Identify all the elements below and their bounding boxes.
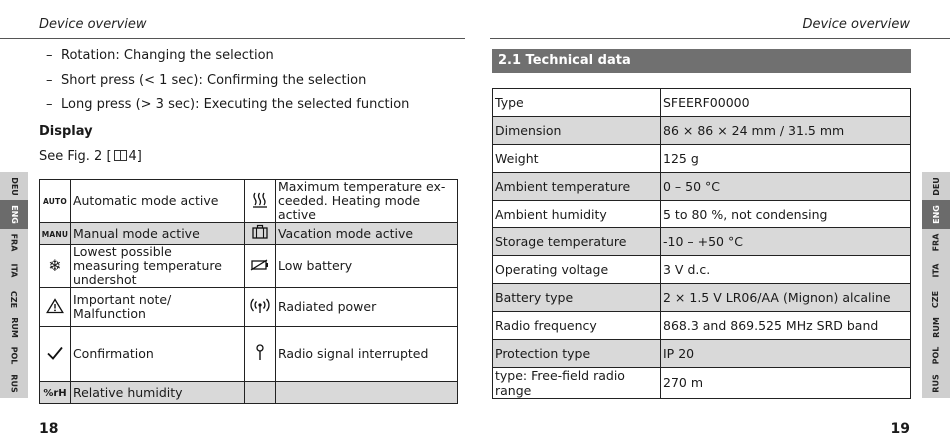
language-tabs-right <box>922 172 950 398</box>
spec-value: -10 – +50 °C <box>661 228 911 256</box>
table-row <box>40 245 458 288</box>
book-icon <box>114 150 127 161</box>
table-cell: Automatic mode active <box>70 180 244 223</box>
language-tabs-left <box>0 172 28 398</box>
check-icon <box>40 327 71 382</box>
table-cell: Relative humidity <box>70 382 244 404</box>
humidity-icon: %rH <box>40 382 71 404</box>
spec-key: Protection type <box>493 340 661 368</box>
language-tab-ita[interactable]: ITA <box>9 263 19 278</box>
language-tab-cze[interactable]: CZE <box>931 290 941 308</box>
spec-value: 2 × 1.5 V LR06/AA (Mignon) alcaline <box>661 284 911 312</box>
language-tab-rum[interactable]: RUM <box>931 317 941 338</box>
table-cell: Confirmation <box>70 327 244 382</box>
header-rule-right <box>490 38 950 39</box>
table-row <box>493 340 911 368</box>
list-item: – Short press (< 1 sec): Confirming the selection <box>46 72 367 88</box>
spec-key: Battery type <box>493 284 661 312</box>
spec-key: Type <box>493 89 661 117</box>
language-tab-deu[interactable]: DEU <box>931 176 941 196</box>
spec-key: type: Free-field radio range <box>493 367 661 398</box>
spec-value: 125 g <box>661 144 911 172</box>
language-tab-eng[interactable]: ENG <box>0 200 28 228</box>
table-row <box>40 327 458 382</box>
list-item: – Rotation: Changing the selection <box>46 48 274 63</box>
radiated-power-icon <box>245 288 276 327</box>
page-number-left: 18 <box>39 421 59 437</box>
table-row <box>40 223 458 245</box>
spec-value: SFEERF00000 <box>661 89 911 117</box>
table-row <box>40 180 458 223</box>
table-row <box>493 116 911 144</box>
header-left: Device overview <box>39 17 147 32</box>
technical-data-table <box>492 88 911 399</box>
header-rule-left <box>0 38 465 39</box>
technical-data-heading: 2.1 Technical data <box>492 49 911 73</box>
table-cell: Maximum temperature ex- ceeded. Heating mode active <box>275 180 457 223</box>
spec-value: 3 V d.c. <box>661 256 911 284</box>
snowflake-icon: ❄ <box>40 245 71 288</box>
table-cell: Radiated power <box>275 288 457 327</box>
header-right: Device overview <box>802 17 910 32</box>
table-row <box>493 256 911 284</box>
heat-wave-icon <box>245 180 276 223</box>
table-row <box>493 144 911 172</box>
table-row <box>493 200 911 228</box>
spec-key: Radio frequency <box>493 312 661 340</box>
table-row <box>493 284 911 312</box>
table-cell: Manual mode active <box>70 223 244 245</box>
spec-value: 868.3 and 869.525 MHz SRD band <box>661 312 911 340</box>
display-symbols-table <box>39 179 458 404</box>
language-tab-pol[interactable]: POL <box>9 346 19 365</box>
table-cell: Radio signal interrupted <box>275 327 457 382</box>
control-bullet-list <box>46 46 409 120</box>
spec-value: 86 × 86 × 24 mm / 31.5 mm <box>661 116 911 144</box>
spec-key: Operating voltage <box>493 256 661 284</box>
language-tab-fra[interactable]: FRA <box>931 233 941 252</box>
language-tab-rus[interactable]: RUS <box>931 374 941 394</box>
language-tab-pol[interactable]: POL <box>931 346 941 365</box>
suitcase-icon <box>245 223 276 245</box>
spec-value: 5 to 80 %, not condensing <box>661 200 911 228</box>
language-tab-cze[interactable]: CZE <box>9 290 19 308</box>
empty-cell <box>275 382 457 404</box>
language-tab-eng[interactable]: ENG <box>922 200 950 228</box>
spec-key: Storage temperature <box>493 228 661 256</box>
spec-key: Dimension <box>493 116 661 144</box>
language-tab-rum[interactable]: RUM <box>9 317 19 338</box>
warning-icon <box>40 288 71 327</box>
table-row <box>40 288 458 327</box>
auto-mode-icon: AUTO <box>40 180 71 223</box>
language-tab-fra[interactable]: FRA <box>9 233 19 252</box>
table-row <box>493 228 911 256</box>
table-cell: Lowest possible measuring temperature undershot <box>70 245 244 288</box>
display-heading: Display <box>39 124 93 139</box>
language-tab-rus[interactable]: RUS <box>9 374 19 394</box>
manual-mode-icon: MANU <box>40 223 71 245</box>
table-row <box>493 312 911 340</box>
battery-low-icon <box>245 245 276 288</box>
table-row <box>493 89 911 117</box>
spec-value: 270 m <box>661 367 911 398</box>
list-item: – Long press (> 3 sec): Executing the selected function <box>46 97 410 113</box>
spec-key: Ambient humidity <box>493 200 661 228</box>
table-cell: Important note/ Malfunction <box>70 288 244 327</box>
language-tab-deu[interactable]: DEU <box>9 176 19 196</box>
page-number-right: 19 <box>890 421 910 437</box>
table-cell: Low battery <box>275 245 457 288</box>
table-row <box>493 172 911 200</box>
spec-value: 0 – 50 °C <box>661 172 911 200</box>
table-row <box>493 367 911 398</box>
empty-cell <box>245 382 276 404</box>
table-cell: Vacation mode active <box>275 223 457 245</box>
see-figure-reference: See Fig. 2 [ 4] <box>39 149 142 164</box>
spec-key: Weight <box>493 144 661 172</box>
table-row <box>40 382 458 404</box>
antenna-icon <box>245 327 276 382</box>
spec-value: IP 20 <box>661 340 911 368</box>
language-tab-ita[interactable]: ITA <box>931 263 941 278</box>
spec-key: Ambient temperature <box>493 172 661 200</box>
